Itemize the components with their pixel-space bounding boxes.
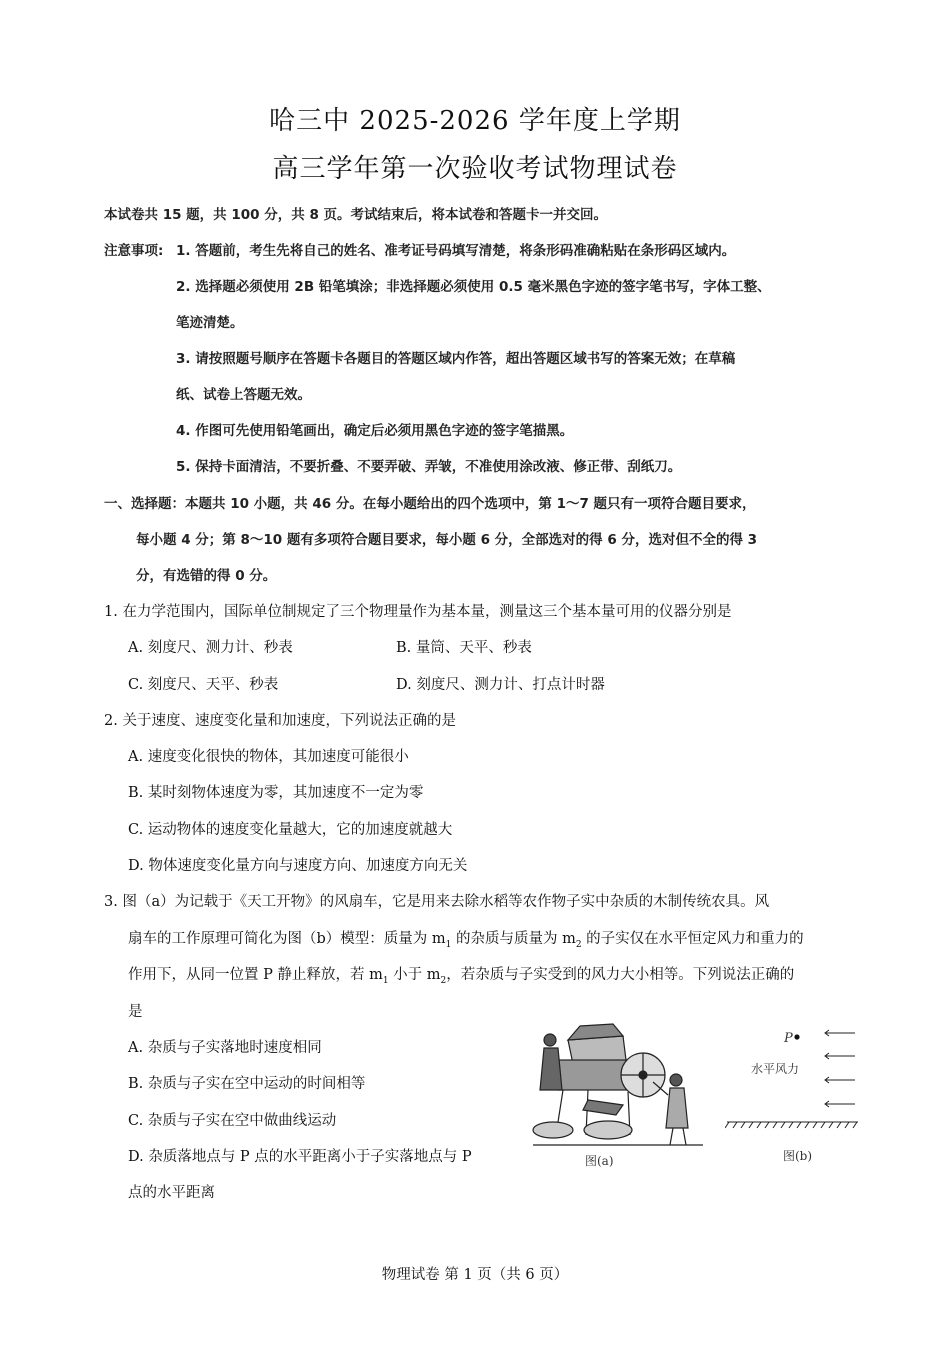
note-5: 5. 保持卡面清洁，不要折叠、不要弄破、弄皱，不准使用涂改液、修正带、刮纸刀。 [176,459,682,475]
q2-option-c: C. 运动物体的速度变化量越大，它的加速度就越大 [128,822,453,838]
q3-option-c: C. 杂质与子实在空中做曲线运动 [128,1113,337,1129]
winnowing-machine-figure [528,1020,713,1155]
q3-option-d-line2: 点的水平距离 [128,1185,215,1201]
page-footer: 物理试卷 第 1 页（共 6 页） [381,1267,569,1283]
q3-option-a: A. 杂质与子实落地时速度相同 [128,1040,322,1056]
note-2-line2: 笔迹清楚。 [176,315,244,331]
figure-a-caption: 图(a) [585,1154,614,1168]
q3-stem-line2: 扇车的工作原理可简化为图（b）模型：质量为 $m_1$ 的杂质与质量为 $m_2$ 的子实仅在水平恒定风力和重力的 [128,931,804,950]
q2-stem: 2. 关于速度、速度变化量和加速度，下列说法正确的是 [104,713,456,729]
q2-option-d: D. 物体速度变化量方向与速度方向、加速度方向无关 [128,858,468,874]
wind-force-label: 水平风力 [751,1062,800,1076]
exam-intro: 本试卷共 15 题，共 100 分，共 8 页。考试结束后，将本试卷和答题卡一并交回。 [104,207,608,223]
q1-option-c: C. 刻度尺、天平、秒表 [128,677,279,693]
note-1: 1. 答题前，考生先将自己的姓名、准考证号码填写清楚，将条形码准确粘贴在条形码区域内。 [176,243,736,259]
q1-option-b: B. 量筒、天平、秒表 [396,640,532,656]
note-3-line2: 纸、试卷上答题无效。 [176,387,311,403]
q3-stem-line4: 是 [128,1004,143,1020]
q3-option-d-line1: D. 杂质落地点与 P 点的水平距离小于子实落地点与 P [128,1149,472,1165]
figure-b-caption: 图(b) [783,1149,813,1163]
q3-stem-line1: 3. 图（a）为记载于《天工开物》的风扇车，它是用来去除水稻等农作物子实中杂质的木制传统农具。风 [104,894,770,910]
q3-option-b: B. 杂质与子实在空中运动的时间相等 [128,1076,366,1092]
section1-line1: 一、选择题：本题共 10 小题，共 46 分。在每小题给出的四个选项中，第 1～7 题只有一项符合题目要求， [104,496,756,512]
note-4: 4. 作图可先使用铅笔画出，确定后必须用黑色字迹的签字笔描黑。 [176,423,574,439]
section1-line2: 每小题 4 分；第 8～10 题有多项符合题目要求，每小题 6 分，全部选对的得 6 分，选对但不全的得 3 [136,532,758,548]
point-p-label: P [784,1031,793,1046]
q1-option-a: A. 刻度尺、测力计、秒表 [128,640,293,656]
point-p-marker [794,1034,799,1039]
exam-title-line2: 高三学年第一次验收考试物理试卷 [272,154,678,184]
notes-label: 注意事项: [104,243,164,259]
q3-stem-line3: 作用下，从同一位置 P 静止释放，若 $m_1$ 小于 $m_2$，若杂质与子实受到的风力大小相等。下列说法正确的 [128,967,795,986]
note-3-line1: 3. 请按照题号顺序在答题卡各题目的答题区域内作答，超出答题区域书写的答案无效；在草稿 [176,351,736,367]
note-2-line1: 2. 选择题必须使用 2B 铅笔填涂；非选择题必须使用 0.5 毫米黑色字迹的签字笔书写，字体工整、 [176,279,771,295]
q2-option-a: A. 速度变化很快的物体，其加速度可能很小 [128,749,409,765]
q2-option-b: B. 某时刻物体速度为零，其加速度不一定为零 [128,785,424,801]
q1-option-d: D. 刻度尺、测力计、打点计时器 [396,677,605,693]
q1-stem: 1. 在力学范围内，国际单位制规定了三个物理量作为基本量，测量这三个基本量可用的仪器分别是 [104,604,732,620]
section1-line3: 分，有选错的得 0 分。 [136,568,277,584]
exam-title-line1: 哈三中 2025-2026 学年度上学期 [269,106,681,136]
ground-hatching [725,1122,857,1128]
